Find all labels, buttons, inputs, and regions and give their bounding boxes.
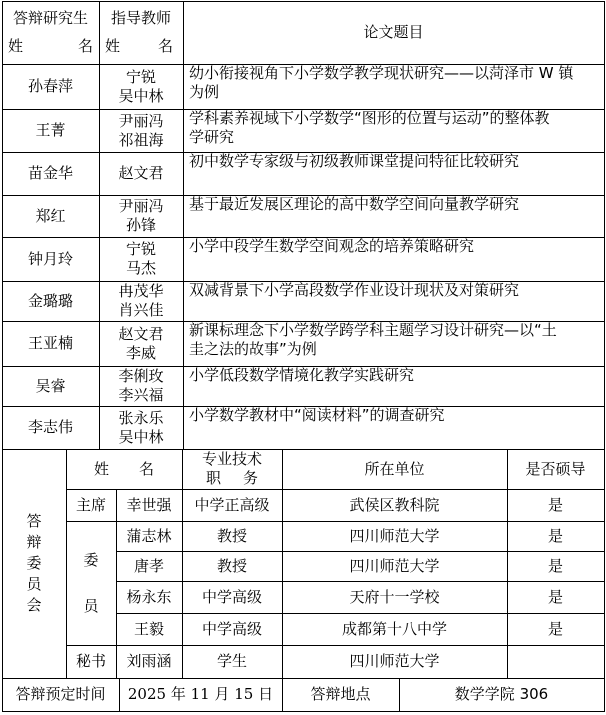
- secretary-unit-text: 四川师范大学: [349, 652, 440, 670]
- members-role: [66, 521, 116, 645]
- committee-header-supervisor: [507, 449, 604, 489]
- member-title-text: 中学高级: [201, 619, 262, 638]
- thesis-title-line: 为例: [189, 83, 220, 101]
- thesis-student-name: 吴睿: [35, 376, 66, 395]
- committee-header-unit: [282, 449, 507, 489]
- thesis-advisors: [99, 321, 183, 366]
- member-name-text: 王毅: [133, 619, 164, 638]
- header-student: [2, 1, 99, 64]
- committee-header-name-text-char: 姓: [94, 459, 110, 478]
- thesis-student: [2, 366, 99, 406]
- thesis-advisor-name: 李威: [125, 343, 156, 362]
- thesis-advisors: [99, 281, 183, 321]
- thesis-title-line: 小学数学教材中“阅读材料”的调查研究: [189, 406, 445, 424]
- footer-place-label: [282, 678, 399, 711]
- thesis-advisors: [99, 109, 183, 152]
- chair-supervisor: [507, 489, 604, 521]
- member-title: [182, 581, 282, 613]
- member-title-text: 教授: [216, 556, 247, 575]
- member-unit: [282, 581, 507, 613]
- thesis-advisor-name: 赵文君: [118, 324, 164, 343]
- thesis-student: [2, 406, 99, 449]
- secretary-title: [182, 645, 282, 678]
- chair-title-text: 中学正高级: [194, 495, 270, 514]
- thesis-title: [183, 237, 604, 281]
- thesis-advisor-name: 尹丽冯: [118, 111, 164, 130]
- thesis-student-name: 王亚楠: [27, 334, 73, 352]
- thesis-title-line: 幼小衔接视角下小学数学教学现状研究——以菏泽市 W 镇: [189, 64, 574, 82]
- member-name: [116, 521, 182, 551]
- header-student-name-char: 名: [77, 36, 93, 55]
- thesis-advisors: [99, 64, 183, 109]
- member-unit-text: 天府十一学校: [349, 587, 440, 606]
- thesis-advisor-name: 尹丽冯: [118, 197, 164, 215]
- member-title-text: 教授: [216, 526, 247, 545]
- thesis-title-line: 学研究: [189, 128, 235, 146]
- committee-label-char: 辩: [26, 533, 42, 551]
- header-advisor: [99, 1, 183, 64]
- chair-role-text: 主席: [75, 495, 106, 514]
- footer-time-label-text: 答辩预定时间: [15, 685, 106, 703]
- thesis-student: [2, 109, 99, 152]
- member-name-text: 蒲志林: [126, 526, 172, 545]
- member-supervisor-text: 是: [547, 526, 563, 545]
- thesis-student: [2, 195, 99, 237]
- member-unit-text: 四川师范大学: [349, 526, 440, 545]
- members-role-char: 员: [83, 597, 99, 615]
- member-supervisor-text: 是: [547, 619, 563, 638]
- thesis-advisor-name: 赵文君: [118, 164, 164, 182]
- header-thesis-title-text: 论文题目: [363, 23, 424, 41]
- thesis-student-name: 李志伟: [27, 418, 73, 436]
- secretary-role: [66, 645, 116, 678]
- thesis-advisors: [99, 152, 183, 195]
- thesis-title-line: 小学低段数学情境化教学实践研究: [189, 366, 415, 384]
- header-thesis-title: [183, 1, 604, 64]
- committee-header-name: [66, 449, 182, 489]
- member-supervisor: [507, 521, 604, 551]
- committee-label-char: 答: [26, 512, 42, 530]
- committee-header-title: [182, 449, 282, 489]
- thesis-title-line: 小学中段学生数学空间观念的培养策略研究: [189, 237, 475, 255]
- committee-label: [2, 449, 66, 678]
- thesis-advisor-name: 冉茂华: [118, 282, 164, 300]
- thesis-title: [183, 281, 604, 321]
- committee-header-name-text: [94, 460, 154, 479]
- secretary-name-text: 刘雨涵: [126, 652, 172, 670]
- footer-time-value: [119, 678, 282, 711]
- thesis-title-line: 新课标理念下小学数学跨学科主题学习设计研究—以“土: [189, 321, 557, 339]
- secretary-supervisor: [507, 645, 604, 678]
- thesis-advisor-name: 李俐玫: [118, 367, 164, 385]
- thesis-title-line: 双减背景下小学高段数学作业设计现状及对策研究: [189, 281, 520, 299]
- chair-role: [66, 489, 116, 521]
- thesis-title-line: 初中数学专家级与初级教师课堂提问特征比较研究: [189, 152, 520, 170]
- member-name: [116, 551, 182, 581]
- footer-place-value-text: 数学学院 306: [454, 685, 549, 703]
- member-title: [182, 551, 282, 581]
- secretary-unit: [282, 645, 507, 678]
- member-name-text: 杨永东: [126, 587, 172, 606]
- thesis-student-name: 钟月玲: [27, 249, 73, 268]
- thesis-advisor-name: 李兴福: [118, 386, 164, 404]
- secretary-role-text: 秘书: [75, 652, 106, 670]
- member-title: [182, 613, 282, 645]
- committee-header-title-line2: [206, 469, 258, 488]
- thesis-title-line: 学科素养视域下小学数学“图形的位置与运动”的整体教: [189, 109, 550, 127]
- member-name: [116, 581, 182, 613]
- member-supervisor-text: 是: [547, 587, 563, 606]
- committee-header-unit-text: 所在单位: [364, 459, 425, 478]
- thesis-title: [183, 195, 604, 237]
- member-supervisor: [507, 551, 604, 581]
- thesis-advisor-name: 马杰: [125, 259, 156, 277]
- thesis-student: [2, 321, 99, 366]
- member-name-text: 唐孝: [133, 556, 164, 575]
- header-advisor-label: 指导教师: [110, 9, 171, 28]
- member-title-text: 中学高级: [201, 587, 262, 606]
- thesis-title: [183, 64, 604, 109]
- thesis-student-name: 孙春萍: [27, 77, 73, 95]
- chair-unit: [282, 489, 507, 521]
- thesis-title-line: 圭之法的故事”为例: [189, 340, 317, 358]
- thesis-advisor-name: 吴中林: [118, 427, 164, 446]
- committee-header-title-line: 专业技术: [201, 450, 262, 468]
- rule-horizontal: [2, 711, 605, 712]
- thesis-title-line: 基于最近发展区理论的高中数学空间向量教学研究: [189, 195, 520, 213]
- member-supervisor-text: 是: [547, 556, 563, 575]
- chair-title: [182, 489, 282, 521]
- thesis-advisor-name: 宁锐: [125, 240, 156, 258]
- chair-name-text: 幸世强: [126, 495, 172, 514]
- member-unit: [282, 613, 507, 645]
- committee-header-title-line2-char: 职: [206, 469, 222, 487]
- member-unit-text: 成都第十八中学: [341, 619, 447, 638]
- committee-header-name-text-char: 名: [138, 459, 154, 478]
- chair-name: [116, 489, 182, 521]
- footer-place-label-text: 答辩地点: [310, 685, 371, 703]
- header-advisor-name-char: 名: [157, 36, 173, 55]
- member-unit: [282, 521, 507, 551]
- thesis-student-name: 王菁: [35, 121, 66, 139]
- thesis-student-name: 郑红: [35, 206, 66, 225]
- chair-supervisor-text: 是: [547, 495, 563, 514]
- header-advisor-name-char: 姓: [105, 36, 121, 55]
- thesis-title: [183, 406, 604, 449]
- committee-label-char: 会: [26, 596, 42, 614]
- member-name: [116, 613, 182, 645]
- thesis-student: [2, 64, 99, 109]
- member-unit: [282, 551, 507, 581]
- member-supervisor: [507, 581, 604, 613]
- thesis-student-name: 苗金华: [27, 164, 73, 182]
- committee-header-title-line2-char: 务: [242, 469, 258, 487]
- thesis-student: [2, 152, 99, 195]
- chair-unit-text: 武侯区教科院: [349, 495, 440, 514]
- secretary-name: [116, 645, 182, 678]
- footer-time-label: [2, 678, 119, 711]
- header-student-name-char: 姓: [8, 36, 24, 55]
- member-title: [182, 521, 282, 551]
- defense-schedule-table: [2, 1, 605, 712]
- rule-vertical: [604, 1, 605, 712]
- member-supervisor: [507, 613, 604, 645]
- members-role-char: 委: [83, 551, 99, 569]
- thesis-title: [183, 366, 604, 406]
- thesis-student-name: 金璐璐: [27, 291, 73, 310]
- thesis-advisor-name: 张永乐: [118, 408, 164, 427]
- thesis-title: [183, 321, 604, 366]
- header-student-label: 答辩研究生: [12, 9, 88, 28]
- thesis-title: [183, 152, 604, 195]
- committee-label-char: 委: [26, 554, 42, 572]
- thesis-advisors: [99, 195, 183, 237]
- secretary-title-text: 学生: [216, 652, 247, 670]
- thesis-student: [2, 237, 99, 281]
- footer-place-value: [399, 678, 604, 711]
- thesis-advisors: [99, 237, 183, 281]
- thesis-advisor-name: 宁锐: [125, 67, 156, 86]
- thesis-advisor-name: 吴中林: [118, 86, 164, 105]
- thesis-advisor-name: 祁祖海: [118, 130, 164, 149]
- thesis-advisor-name: 孙锋: [125, 216, 156, 234]
- header-advisor-name: [99, 37, 183, 56]
- thesis-advisors: [99, 406, 183, 449]
- member-unit-text: 四川师范大学: [349, 556, 440, 575]
- thesis-title: [183, 109, 604, 152]
- thesis-advisor-name: 肖兴佳: [118, 301, 164, 319]
- committee-label-char: 员: [26, 575, 42, 593]
- footer-time-value-text: 2025 年 11 月 15 日: [127, 685, 274, 703]
- header-student-name: [2, 37, 99, 56]
- thesis-student: [2, 281, 99, 321]
- committee-header-supervisor-text: 是否硕导: [525, 459, 586, 478]
- thesis-advisors: [99, 366, 183, 406]
